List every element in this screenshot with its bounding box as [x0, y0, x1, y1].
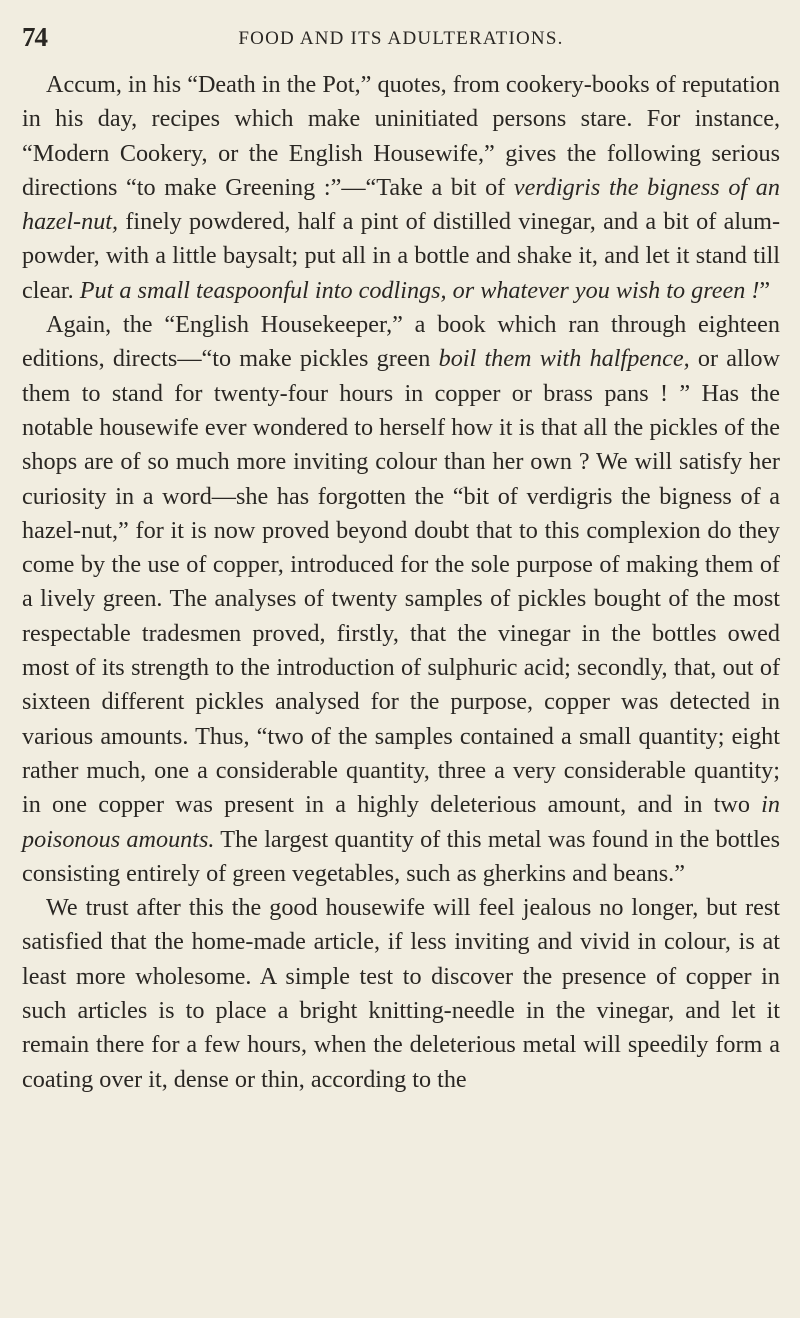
book-page: [22, 22, 780, 1097]
text-run: Accum, in his “Death in the Pot,” quotes, from cookery-books of reputation in his day, recipes which make uninitiated persons stare. For instance, “Modern Cookery, or the English Housewife,” gives the following serious directions “to make Greening :”—“Take a bit of: [22, 71, 780, 201]
paragraph: [22, 68, 780, 308]
italic-text: boil them with halfpence,: [438, 345, 690, 373]
italic-text: Put a small teaspoonful into codlings, or whatever you wish to green !: [79, 276, 760, 304]
text-run: or allow them to stand for twenty-four hours in copper or brass pans ! ” Has the notable housewife ever wondered to herself how it is that all the pickles of the shops are of so much more inviting colour than her own ? We will satisfy her curiosity in a word—she has forgotten the “bit of verdigris the bigness of a hazel-nut,” for it is now proved beyond doubt that to this complexion do they come by the use of copper, introduced for the sole purpose of making them of a lively green. The analyses of twenty samples of pickles bought of the most respectable tradesmen proved, firstly, that the vinegar in the bottles owed most of its strength to the introduction of sulphuric acid; secondly, that, out of sixteen different pickles analysed for the purpose, copper was detected in various amounts. Thus, “two of the samples contained a small quantity; eight rather much, one a considerable quantity, three a very considerable quantity; in one copper was present in a highly deleterious amount, and in two: [22, 345, 780, 819]
running-head: [22, 22, 780, 68]
page-number: 74: [22, 22, 47, 52]
text-run: Again, the “English Housekeeper,” a book which ran through eighteen editions, directs—“to make pickles green: [22, 311, 780, 373]
running-title: FOOD AND ITS ADULTERATIONS.: [238, 28, 564, 49]
text-run: The largest quantity of this metal was found in the bottles consisting entirely of green vegetables, such as gherkins and beans.”: [22, 825, 780, 887]
text-run: We trust after this the good housewife will feel jealous no longer, but rest satisfied that the home-made article, if less inviting and vivid in colour, is at least more wholesome. A simple test to discover the presence of copper in such articles is to place a bright knitting-needle in the vinegar, and let it remain there for a few hours, when the deleterious metal will speedily form a coating over it, dense or thin, according to the: [22, 894, 780, 1093]
italic-text: in poisonous amounts.: [22, 791, 780, 853]
paragraph: [22, 308, 780, 891]
text-run: finely powdered, half a pint of distilled vinegar, and a bit of alum-powder, with a little baysalt; put all in a bottle and shake it, and let it stand till clear.: [22, 208, 780, 304]
paragraph: [22, 891, 780, 1097]
italic-text: verdigris the bigness of an hazel-nut,: [22, 173, 780, 236]
body-text: [22, 68, 780, 1097]
text-run: ”: [759, 276, 771, 304]
